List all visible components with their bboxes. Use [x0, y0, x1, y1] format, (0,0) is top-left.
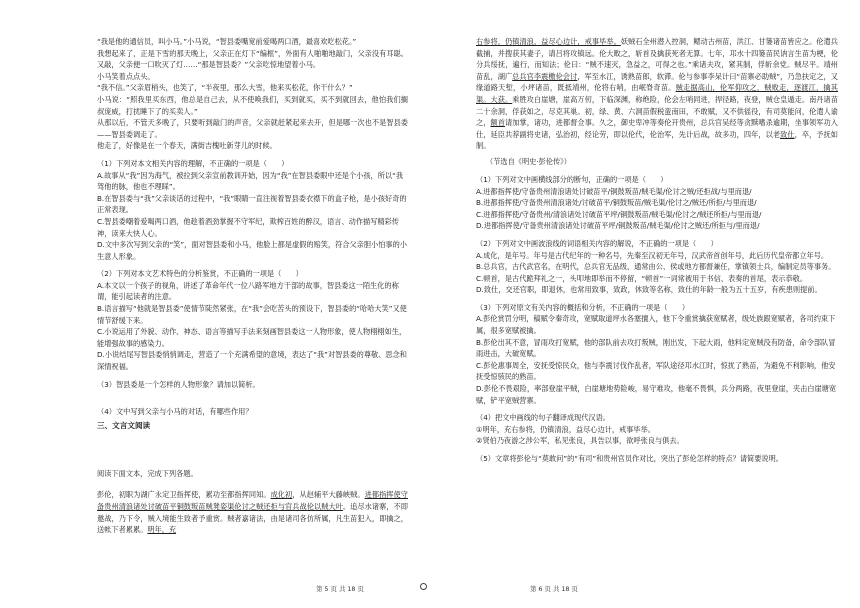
option-a: A.成化，是年号。年号是古代纪年的一种名号，先秦至汉初无年号，汉武帝首创年号，此后历代皇帝都立年号。	[476, 250, 829, 260]
question-2	[476, 238, 838, 296]
question-stem: （2）下列对本文艺术特色的分析鉴赏，不正确的一项是（ ）	[97, 269, 303, 279]
translation-sentence-1: ①明年，充右参将，仍镇清浪，益尽心边计，戒事毕举。	[476, 424, 655, 434]
page-number-left: 第 5 页 共 18 页	[316, 585, 364, 593]
story-paragraph: 他走了，好像是在一个春天，满街吉槐吐新芽儿的时候。	[97, 141, 277, 151]
wavy-underline-term: 成化初	[270, 490, 293, 500]
classical-text-start: 彭伦，初职为湖广永定卫指挥使，累功至都指挥同知。成化初，从赵辅平大藤峡贼。进都指挥使守备贵州清浪诸处讨破苗平铜鼓叛苗贼凳姿渠伦讨之贼还拒与官兵战伦以贼大叶。追尽水诸寨，不即邀战，乃下令，贼入境能生致者予重赏。贼者嘉诸法，由是诸司各仿所属，凡生苗犯入，即擒之，送帐下者累累。明年，充	[97, 490, 408, 535]
option-b: B.语言描写“他就是智县委”使情节陡然紧张，在“我”会吃苦头的预设下，智县委的“哈哈大笑”又使情节舒缓下来。	[97, 304, 407, 325]
right-page	[430, 0, 860, 608]
story-paragraph: 小马说：“照我里买东西，他总是自己去，从不使唤我们，买到就买，买不到就回去，他怕我们搁叔庞威，打扰睡下了的买卖人。”	[97, 94, 408, 116]
option-c: C.智县委嘲着爱喝两口酒，他趁着酒劲掌握不守军纪，欺榨百姓的醉汉，语言、动作描写精彩传神，读来大快人心。	[97, 216, 399, 238]
option-c: C.小说运用了外貌、动作、神态、语言等描写手法来刻画智县委这一人物形象，使人物栩栩如生，能增强故事的感染力。	[97, 327, 407, 348]
question-4	[476, 412, 838, 447]
source-citation: （节选自《明史·彭伦传》）	[486, 156, 571, 166]
option-b: B.在智县委与“我”父亲谈话的过程中，“我”眼睛一直注视着智县委衣襟下的盒子枪，是小孩好奇的正常表现。	[97, 193, 407, 215]
question-stem: （4）文中写到父亲与小马的对话，有哪些作用？	[97, 407, 253, 417]
question-1	[476, 174, 838, 232]
question-3	[476, 302, 838, 406]
question-4	[97, 406, 408, 418]
page-number-right: 第 6 页 共 18 页	[530, 585, 578, 593]
option-b: B.进都指挥使/守备贵州清浪诸处/讨破苗平/铜鼓叛苗/贼毛渠/伦讨之/贼还/所拒/与里而退/	[476, 198, 757, 208]
option-c: C.彭伦惠事周全，安抚受惊民众，他与李震讨伐作乱者，军队途径邛水江时，惊扰了熟苗，为避免不利影响，他安抚受惊骇民的熟苗。	[476, 360, 836, 382]
wavy-underline-term: 总兵官李震檄伦会讨	[512, 71, 578, 81]
question-stem: （3）下列对原文有关内容的概括和分析，不正确的一项是（ ）	[476, 302, 690, 312]
classical-text-continued: 右参将，仍镇清浪，益尽心边计，戒事毕举。妖贼石全州潜入控洞，鳃动古州苗，洪江、甘篓诸苗皆应之。伦遣兵截捕，并搜获其妻子，请吕将攻镇远。伦大畋之，斩首及擒获死者无算。七年，邛水十四篓苗民讷言生苗为梗，伦分兵绥抚，遍行，而知法；伦曰：“贼不速灭，急益之，可得之也。”乘诸夫攻，紧其制，俘斩余党。贼尽平。靖州苗乱，湖广总兵官李震檄伦会讨，军至水江，诱熟苗郎，软滞。伦与参事李呆计曰“苗寨必助贼”，乃急扶定之，又缘道路天堑，小坪诸苗，既抵靖州，伦将右哨，由岷脊奇苗。贼走据高山，伦军仰攻之，贼败走，逐渡江，擒其渠。大获。乘胜攻白崖塘，崖高万仞，下临深渊，称绝险，伦会左哨同进，捍径路，夜登，贼仓皇遁走。南丹诸苗二十余洞，俘获如之，尽克其巢。初，绿、黄、六洞苗假税蛮南田，不敢赋，又不供徭役，有司莫能问，伦遣人谕之，额首请加掌，诸功，进都督佥事。久之，御史卑冲等奏伦开贵州，总兵官吴经等贪黩嗜杀逾期，坐事领军功入仕，延臣共荐副将史诸，弘治初，经论劳，即以伦代，伦治军，先计后战，故多功，四年，以老致仕，卒，予抚如制。	[476, 37, 838, 151]
reading-instruction: 阅读下面文本，完成下列各题。	[97, 468, 198, 478]
question-1	[97, 158, 408, 262]
underlined-sentence: 右参将，仍镇清浪，益尽心边计，戒事毕举。	[476, 37, 621, 46]
story-paragraph: 小马笑着点点头。	[97, 71, 155, 81]
option-c: C.顿首，是古代跪拜礼之一，头叩地即举而不停留，“顿首”一词常被用于书信、表奏的首尾，表示恭敬。	[476, 273, 808, 283]
question-stem: （1）下列对本文相关内容的理解，不正确的一项是（ ）	[97, 158, 289, 168]
story-paragraph: “我不信。”父亲眉梢头，也笑了，“半夜里，那么大雪，他来买松花，你干什么？”	[97, 83, 353, 93]
wavy-underline-term: 致仕	[780, 129, 795, 139]
question-stem: （4）把文中画线的句子翻译成现代汉语。	[476, 413, 610, 423]
question-stem: （2）下列对文中画波浪线的词语相关内容的解说，不正确的一项是（ ）	[476, 238, 718, 248]
option-b: B.总兵官，古代武官名，在明代，总兵官无品级，通常由公、侯或地方都督兼任，掌镇领士兵，编制定员等事务。	[476, 262, 836, 272]
question-2	[97, 268, 408, 372]
story-paragraph: 我想起来了，正是下雪的那天晚上，父亲正在灯下“编框”，外面有人啪啪地敲门，父亲没有耳聪。又敲，父亲便一口吹灭了灯……“那是智县委？”父亲吃惊地望着小马。	[97, 48, 408, 70]
underlined-sentence: 贼走据高山，伦军仰攻之，贼败走，逐渡江，擒其渠。大获。	[476, 83, 838, 104]
story-paragraph: 从那以后，不管天多晚了，只要听到敲门的声音，父亲就赶紧起来去开，但是哪一次也不是智县委——智县委调走了。	[97, 118, 408, 139]
option-c: C.进都指挥使/守备贵州/清浪诸处讨破苗平坪/铜鼓叛苗/贼毛渠/伦讨之/贼还所拒/与里而退/	[476, 209, 762, 219]
question-stem: （1）下列对文中画横线部分的断句，正确的一项是（ ）	[476, 174, 668, 184]
translation-sentence-2: ②贤伯乃夜游之涉公军，私见张良，具告以事，欲呼张良与俱去。	[476, 436, 684, 446]
option-d: D.彭伦不畏艰险，率部登崖平贼，白崖塘地势险峻，易守难攻，他毫不畏惧，兵分两路，夜里登崖，夹击白崖塘宽赋，铲平宽贼营寨。	[476, 384, 837, 405]
question-stem: （5）文章将彭伦与“莫敢问”的“有司”和贵州官员作对比，突出了彭伦怎样的特点？请简要说明。	[476, 454, 783, 463]
option-a: A.进都指挥使/守备贵州清浪诸处讨破苗平/铜鼓叛苗/贼毛渠/伦讨之贼/还拒战/与里而退/	[476, 186, 752, 196]
option-d: D.小说结尾写智县委悄悄调走，营造了一个充满希望的意境，表达了“我”对智县委的尊敬、思念和深情祝福。	[97, 350, 407, 372]
story-paragraph: “我是他的通信员，叫小马。”小马说，“智县委嘴宽前爱喝两口酒，最喜欢吃松花。”	[97, 37, 357, 46]
page-separator-circle-icon	[420, 583, 427, 590]
option-d: D.致仕，交还官职，即退休，也常用致事，致政，休致等名称，致仕的年龄一般为五十五岁，有疾患则提前。	[476, 285, 822, 295]
option-d: D.进都指挥使/守备贵州清浪诸处讨破苗平坪/铜鼓叛苗/贼毛渠/伦讨之贼还/所拒与/里而退/	[476, 221, 760, 231]
option-a: A.本文以一个孩子的视角，讲述了革命年代一位八路军地方干部的故事，智县委这一陌生化的称谓，能引起读者的注意。	[97, 280, 399, 302]
underlined-sentence: 明年，充	[147, 525, 177, 535]
question-5	[476, 453, 838, 465]
section-heading: 三、文言文阅读	[97, 420, 151, 430]
option-a: A.彭伦赏罚分明，稿赋令秦奇攻，宽赋取道坪水各塞擅入，他下令重赏擒获宽赋者，级处族跟宽赋者，各司约束下属，很多宽赋被擒。	[476, 314, 836, 336]
wavy-underline-term: 额首	[490, 118, 505, 128]
underlined-sentence: 进都指挥使守备贵州清浪诸处讨破苗平铜鼓叛苗贼凳姿渠伦讨之贼还拒与官兵战伦以贼大叶	[97, 490, 408, 511]
question-3	[97, 379, 408, 391]
option-b: B.彭伦出其不意，冒雨攻打宽赋，他的部队前去攻打叛贼，刚出发，下起大雨，他料定宽贼没有防备，命令部队冒雨进击，大破宽赋。	[476, 337, 836, 359]
question-stem: （3）智县委是一个怎样的人物形象？请加以简析。	[97, 379, 260, 389]
option-a: A.故事从“我”因为海气，被拉到父亲宣前教训开始，因为“我”在智县委眼中还是个小孩，所以“我驾他的脉，他也不理睬”。	[97, 170, 404, 192]
option-d: D.文中多次写到父亲的“笑”，面对智县委和小马，他脸上都是虚假的赔笑，符合父亲胆小怕事的小生意人形象。	[97, 240, 407, 261]
